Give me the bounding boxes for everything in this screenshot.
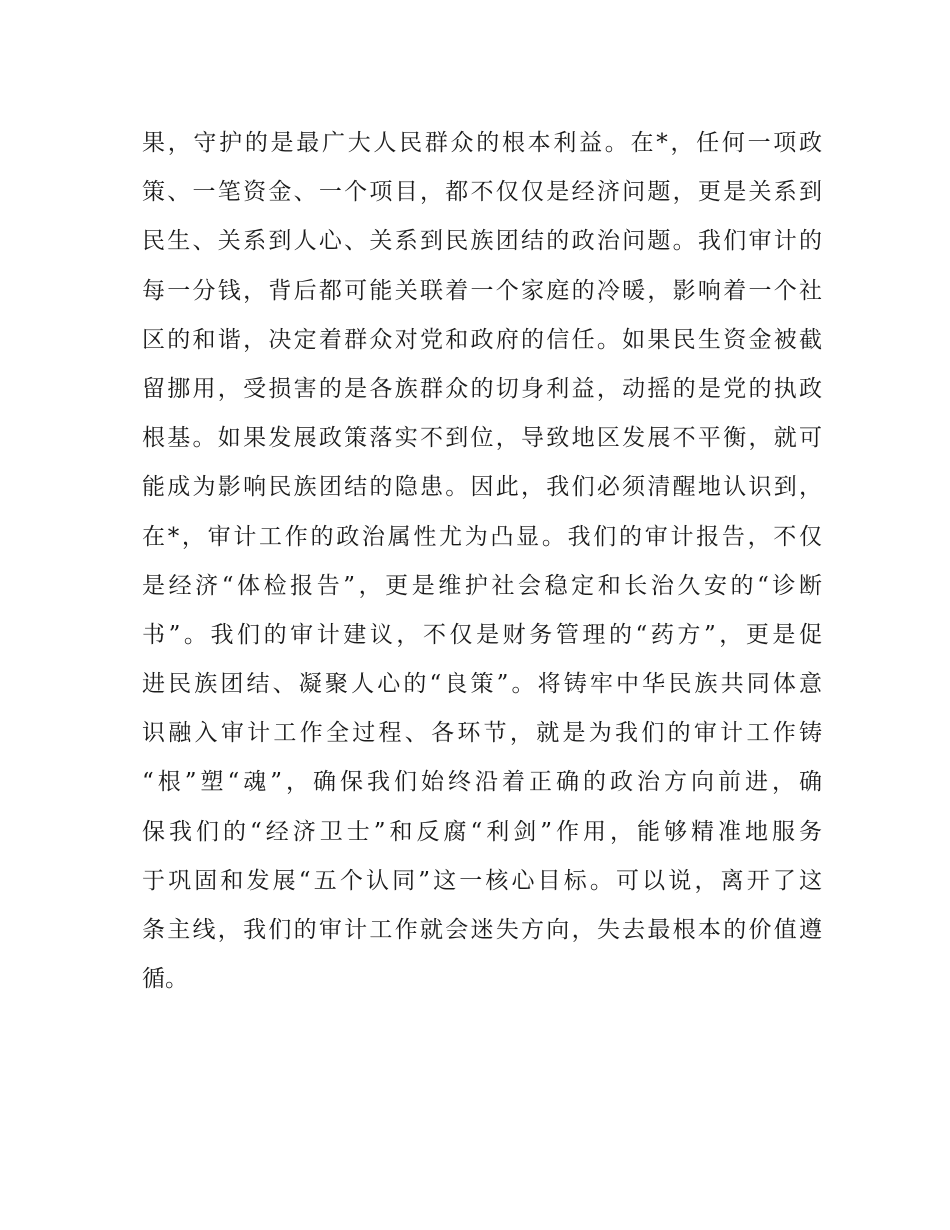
paragraph-line: 条主线，我们的审计工作就会迷失方向，失去最根本的价值遵 [142, 917, 822, 943]
paragraph-line: “根”塑“魂”，确保我们始终沿着正确的政治方向前进，确 [142, 769, 822, 796]
paragraph-line: 识融入审计工作全过程、各环节，就是为我们的审计工作铸 [142, 720, 822, 747]
paragraph-line-last: 循。 [142, 966, 188, 993]
paragraph-line: 策、一笔资金、一个项目，都不仅仅是经济问题，更是关系到 [142, 179, 822, 206]
paragraph-line: 书”。我们的审计建议，不仅是财务管理的“药方”，更是促 [142, 621, 822, 648]
paragraph-line: 每一分钱，背后都可能关联着一个家庭的冷暖，影响着一个社 [142, 277, 822, 304]
paragraph-line: 在*，审计工作的政治属性尤为凸显。我们的审计报告，不仅 [142, 523, 822, 550]
paragraph-line: 是经济“体检报告”，更是维护社会稳定和长治久安的“诊断 [142, 572, 822, 599]
paragraph-line: 于巩固和发展“五个认同”这一核心目标。可以说，离开了这 [142, 867, 822, 894]
paragraph-line: 能成为影响民族团结的隐患。因此，我们必须清醒地认识到， [142, 474, 822, 501]
paragraph-line: 进民族团结、凝聚人心的“良策”。将铸牢中华民族共同体意 [142, 671, 822, 698]
body-paragraph [142, 124, 822, 1009]
paragraph-line: 果，守护的是最广大人民群众的根本利益。在*，任何一项政 [142, 130, 822, 156]
paragraph-line: 保我们的“经济卫士”和反腐“利剑”作用，能够精准地服务 [142, 818, 822, 845]
paragraph-line: 留挪用，受损害的是各族群众的切身利益，动摇的是党的执政 [142, 375, 822, 402]
paragraph-line: 民生、关系到人心、关系到民族团结的政治问题。我们审计的 [142, 228, 822, 255]
paragraph-line: 区的和谐，决定着群众对党和政府的信任。如果民生资金被截 [142, 326, 822, 353]
paragraph-line: 根基。如果发展政策落实不到位，导致地区发展不平衡，就可 [142, 425, 822, 452]
